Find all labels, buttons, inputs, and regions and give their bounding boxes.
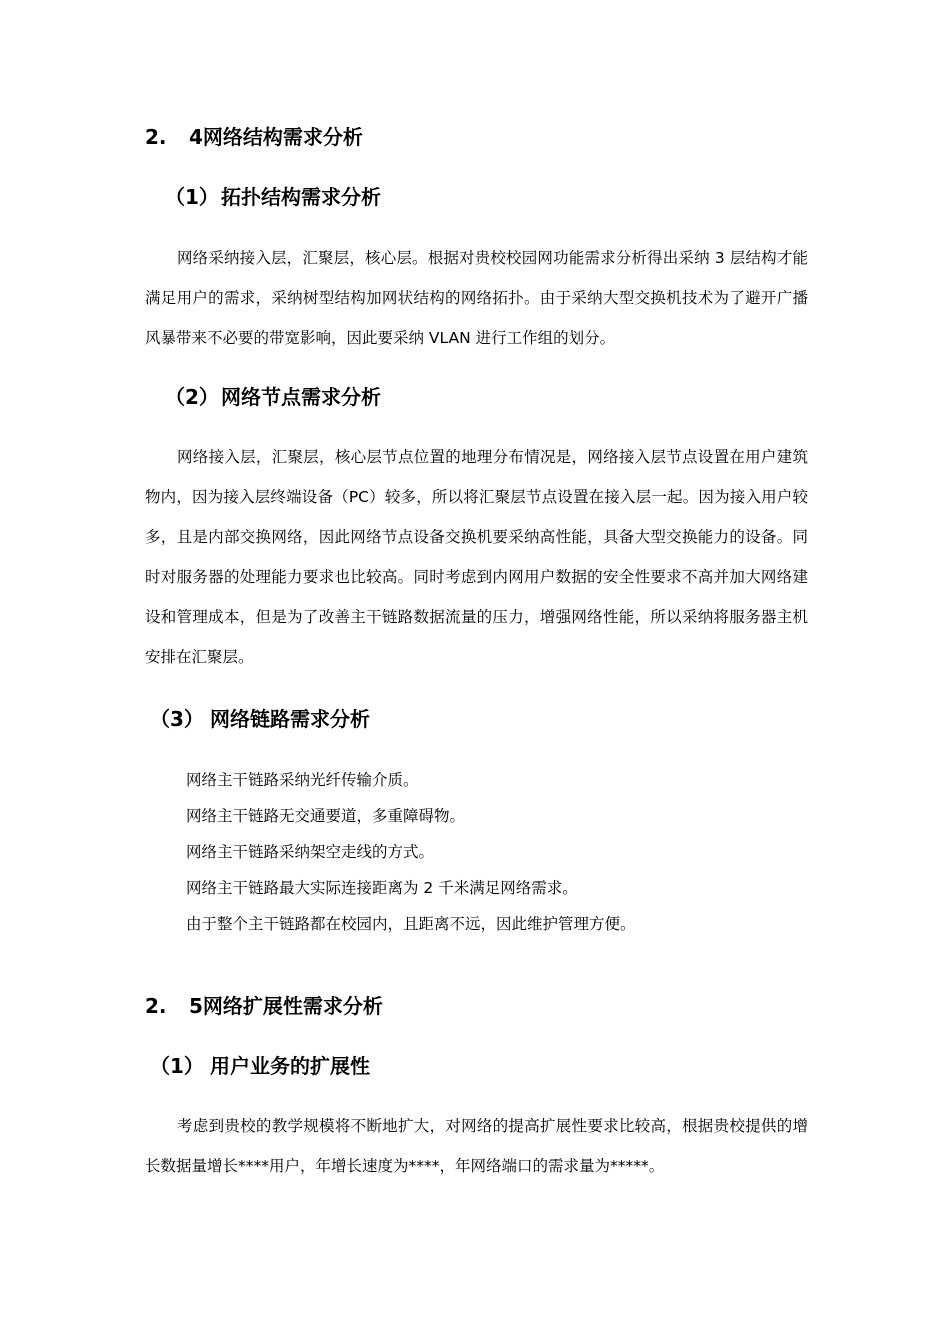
section-number: 2. bbox=[145, 994, 167, 1018]
subsection-number: （3） bbox=[150, 707, 204, 731]
list-item: 网络主干链路无交通要道，多重障碍物。 bbox=[186, 807, 466, 825]
section-number: 2. bbox=[145, 125, 167, 149]
subsection-heading bbox=[150, 705, 370, 733]
list-item: 网络主干链路最大实际连接距离为 2 千米满足网络需求。 bbox=[186, 879, 578, 897]
list-item: 网络主干链路采纳架空走线的方式。 bbox=[186, 843, 435, 861]
subsection-number: （1） bbox=[150, 1054, 204, 1078]
paragraph-topology: 网络采纳接入层，汇聚层，核心层。根据对贵校校园网功能需求分析得出采纳 3 层结构才能满足用户的需求，采纳树型结构加网状结构的网络拓扑。由于采纳大型交换机技术为了避开广播风暴带来不必要的带宽影响，因此要采纳 VLAN 进行工作组的划分。 bbox=[145, 249, 808, 347]
list-item: 由于整个主干链路都在校园内，且距离不远，因此维护管理方便。 bbox=[186, 915, 636, 933]
list-item: 网络主干链路采纳光纤传输介质。 bbox=[186, 771, 419, 789]
section-title: 5网络扩展性需求分析 bbox=[189, 994, 383, 1018]
section-title: 4网络结构需求分析 bbox=[189, 125, 363, 149]
subsection-heading bbox=[165, 383, 381, 411]
subsection-heading bbox=[165, 183, 381, 211]
section-heading bbox=[145, 992, 383, 1020]
link-requirements-list bbox=[186, 762, 636, 942]
subsection-title: 拓扑结构需求分析 bbox=[221, 185, 381, 209]
subsection-title: 网络链路需求分析 bbox=[210, 707, 370, 731]
subsection-number: （1） bbox=[165, 185, 219, 209]
subsection-title: 用户业务的扩展性 bbox=[210, 1054, 370, 1078]
subsection-heading bbox=[150, 1052, 370, 1080]
paragraph-nodes: 网络接入层，汇聚层，核心层节点位置的地理分布情况是，网络接入层节点设置在用户建筑物内，因为接入层终端设备（PC）较多，所以将汇聚层节点设置在接入层一起。因为接入用户较多，且是内部交换网络，因此网络节点设备交换机要采纳高性能，具备大型交换能力的设备。同时对服务器的处理能力要求也比较高。同时考虑到内网用户数据的安全性要求不高并加大网络建设和管理成本，但是为了改善主干链路数据流量的压力，增强网络性能，所以采纳将服务器主机安排在汇聚层。 bbox=[145, 448, 808, 666]
paragraph-scalability: 考虑到贵校的教学规模将不断地扩大，对网络的提高扩展性要求比较高，根据贵校提供的增长数据量增长****用户，年增长速度为****，年网络端口的需求量为*****。 bbox=[145, 1117, 808, 1175]
subsection-number: （2） bbox=[165, 385, 219, 409]
section-heading bbox=[145, 123, 363, 151]
subsection-title: 网络节点需求分析 bbox=[221, 385, 381, 409]
